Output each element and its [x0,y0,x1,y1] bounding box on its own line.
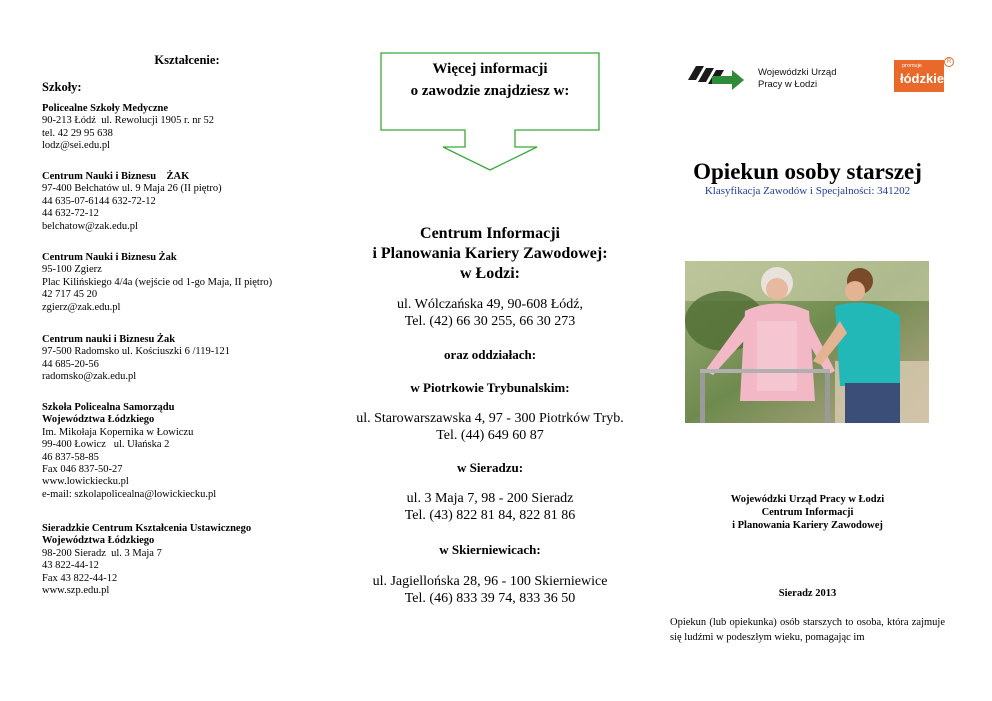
logo-text-line: Pracy w Łodzi [758,79,818,90]
school-entry [42,171,342,233]
brochure-title: Opiekun osoby starszej [693,159,922,184]
registered-mark-icon: R [944,57,954,67]
school-email: zgierz@zak.edu.pl [42,301,121,313]
school-name: Sieradzkie Centrum Kształcenia Ustawicznego Województwa Łódzkiego [42,523,252,547]
publication-place-year: Sieradz 2013 [778,588,837,599]
skierniewice-label: w Skierniewicach: [439,542,541,557]
school-email: radomsko@zak.edu.pl [42,371,137,383]
sieradz-label: w Sieradzu: [456,460,524,475]
address-line: ul. Jagiellońska 28, 96 - 100 Skierniewice [372,574,608,589]
school-name: Centrum Nauki i Biznesu Żak [42,252,177,263]
school-line: 44 685-20-56 [42,358,99,370]
school-line: 97-500 Radomsko ul. Kościuszki 6 /119-121 [42,346,231,358]
school-name: Szkoła Policealna Samorządu Województwa Łódzkiego [42,402,175,426]
phone-line: Tel. (42) 66 30 255, 66 30 273 [404,313,576,329]
lodzkie-logo [894,60,944,92]
school-name: Centrum Nauki i Biznesu ŻAK [42,171,190,182]
school-line: 95-100 Zgierz [42,264,102,276]
skierniewice-address [345,574,635,607]
school-line: 98-200 Sieradz ul. 3 Maja 7 [42,547,162,559]
school-entry [42,402,342,501]
callout-line: Więcej informacji [432,61,548,77]
school-line: 44 635-07-6144 632-72-12 [42,195,156,207]
school-line: 99-400 Łowicz ul. Ułańska 2 [42,439,170,451]
school-entry [42,252,342,314]
logo-big-text: łódzkie [900,71,945,86]
callout-text [380,58,600,102]
center-title [345,224,635,284]
school-email: lodz@sei.edu.pl [42,140,110,152]
school-website: www.szp.edu.pl [42,585,110,597]
school-email: belchatow@zak.edu.pl [42,220,138,232]
piotrkow-label: w Piotrkowie Trybunalskim: [410,380,570,395]
school-line: tel. 42 29 95 638 [42,127,113,139]
school-line: Fax 43 822-44-12 [42,572,118,584]
branches-label: oraz oddziałach: [443,347,537,362]
school-line: Fax 046 837-50-27 [42,464,123,476]
caregiver-photo [685,261,929,423]
school-entry [42,103,342,153]
organization-line: Wojewódzki Urząd Pracy w Łodzi [730,494,885,505]
center-title-line: w Łodzi: [460,265,520,282]
school-line: 43 822-44-12 [42,560,99,572]
school-website: www.lowickiecku.pl [42,476,129,488]
organization-line: Centrum Informacji [761,507,854,518]
wup-logo-text [758,67,837,91]
phone-line: Tel. (43) 822 81 84, 822 81 86 [404,507,576,523]
school-line: 44 632-72-12 [42,208,99,220]
address-line: ul. Starowarszawska 4, 97 - 300 Piotrków Tryb. [356,411,624,426]
school-entry [42,334,342,384]
school-name: Centrum nauki i Biznesu Żak [42,334,176,345]
classification-code: Klasyfikacja Zawodów i Specjalności: 341202 [704,185,911,197]
schools-subheading: Szkoły: [42,80,82,94]
callout-line: o zawodzie znajdziesz w: [410,83,570,99]
wup-logo-icon [686,60,746,94]
address-line: ul. Wólczańska 49, 90-608 Łódź, [397,297,583,312]
job-description: Opiekun (lub opiekunka) osób starszych to osoba, która zajmuje się ludźmi w podeszłym wieku, pomagając im [670,617,945,643]
logo-text-line: Wojewódzki Urząd [758,67,837,78]
school-line: 90-213 Łódź ul. Rewolucji 1905 r. nr 52 [42,115,215,127]
organization-block [670,493,945,532]
sieradz-address [345,491,635,524]
school-email: e-mail: szkolapolicealna@lowickiecku.pl [42,488,217,500]
phone-line: Tel. (44) 649 60 87 [436,427,544,443]
school-line: Im. Mikołaja Kopernika w Łowiczu [42,426,194,438]
center-title-line: Centrum Informacji [420,225,560,242]
organization-line: i Planowania Kariery Zawodowej [732,520,883,531]
center-title-line: i Planowania Kariery Zawodowej: [372,245,608,262]
education-heading: Kształcenie: [154,53,220,67]
school-line: 42 717 45 20 [42,289,98,301]
school-entry [42,523,342,597]
piotrkow-address [345,411,635,444]
phone-line: Tel. (46) 833 39 74, 833 36 50 [404,590,576,606]
school-line: 97-400 Bełchatów ul. 9 Maja 26 (II piętro) [42,183,222,195]
school-line: Plac Kilińskiego 4/4a (wejście od 1-go Maja, II piętro) [42,276,273,288]
logo-small-text: promuje [902,63,922,69]
lodz-address [345,297,635,330]
school-line: 46 837-58-85 [42,451,99,463]
school-name: Policealne Szkoły Medyczne [42,103,168,114]
address-line: ul. 3 Maja 7, 98 - 200 Sieradz [406,491,574,506]
